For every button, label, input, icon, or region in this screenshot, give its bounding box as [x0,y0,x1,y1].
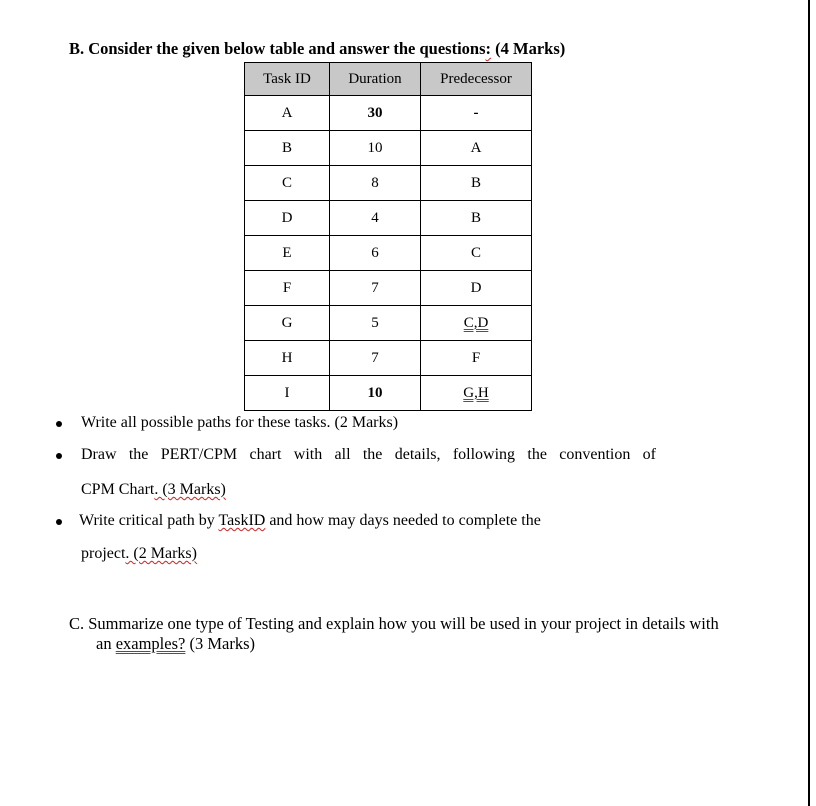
bullet-dot [56,421,62,427]
header-duration: Duration [330,63,421,96]
cell-task: C [245,166,330,201]
cell-duration: 30 [330,96,421,131]
table-row [245,166,532,201]
cell-predecessor: C [421,236,532,271]
question-critical-path-line2: project. (2 Marks) [81,545,197,562]
cell-task: G [245,306,330,341]
cell-task: D [245,201,330,236]
table-row [245,96,532,131]
cell-duration: 7 [330,271,421,306]
table-row [245,236,532,271]
cell-duration: 10 [330,131,421,166]
cell-duration: 6 [330,236,421,271]
cell-predecessor: D [421,271,532,306]
cell-duration: 7 [330,341,421,376]
cell-predecessor: C,D [421,306,532,341]
cell-predecessor: B [421,201,532,236]
header-predecessor: Predecessor [421,63,532,96]
cell-predecessor: A [421,131,532,166]
table-row [245,201,532,236]
cell-duration: 8 [330,166,421,201]
header-task-id: Task ID [245,63,330,96]
cell-task: E [245,236,330,271]
cell-predecessor: B [421,166,532,201]
table-row [245,131,532,166]
task-table [244,62,532,411]
bullet-dot [56,519,62,525]
table-row [245,341,532,376]
question-paths: Write all possible paths for these tasks. (2 Marks) [81,414,399,431]
table-row [245,271,532,306]
cell-predecessor: - [421,96,532,131]
cell-task: B [245,131,330,166]
cell-duration: 5 [330,306,421,341]
table-header-row [245,63,532,96]
page-right-border [808,0,810,806]
section-b-heading: B. Consider the given below table and answer the questions: (4 Marks) [69,39,566,58]
question-pert-line1: Draw the PERT/CPM chart with all the details, following the convention of [81,446,656,463]
section-c-question: C. Summarize one type of Testing and explain how you will be used in your project in details with an examples? (3 Marks) [69,614,719,653]
cell-predecessor: F [421,341,532,376]
table-row [245,376,532,411]
bullet-dot [56,453,62,459]
cell-task: F [245,271,330,306]
question-critical-path-line1: Write critical path by TaskID and how may days needed to complete the [79,512,541,529]
cell-task: A [245,96,330,131]
cell-predecessor: G,H [421,376,532,411]
question-pert-line2: CPM Chart. (3 Marks) [81,481,226,498]
cell-task: I [245,376,330,411]
table-row [245,306,532,341]
cell-duration: 10 [330,376,421,411]
cell-duration: 4 [330,201,421,236]
cell-task: H [245,341,330,376]
